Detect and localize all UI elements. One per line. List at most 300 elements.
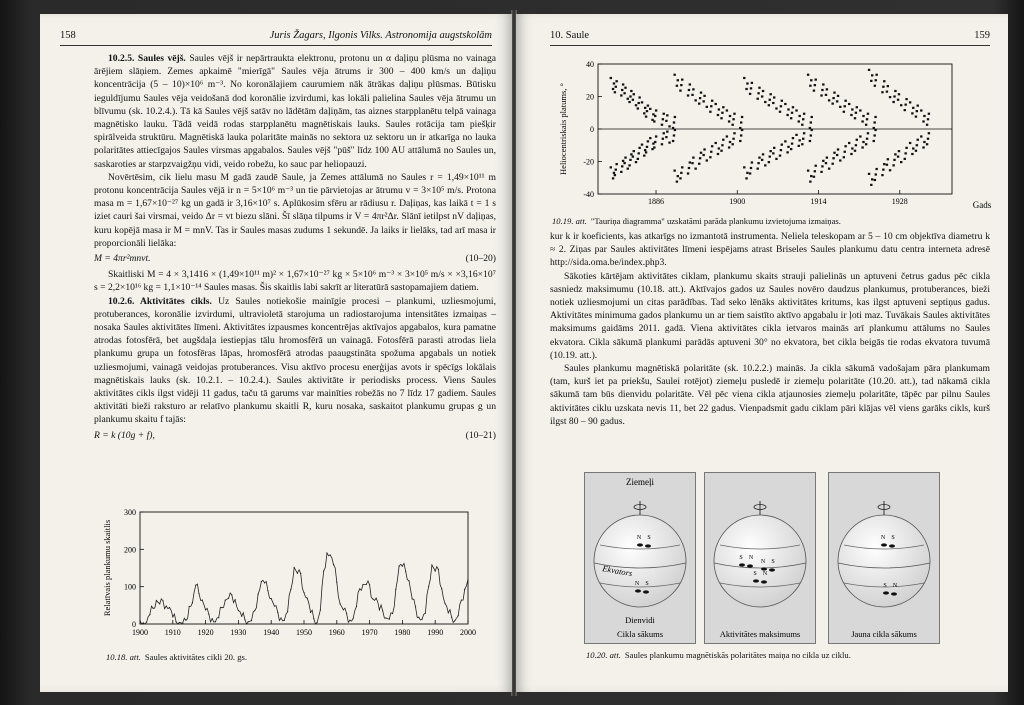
sunspot-data-point [159,603,160,604]
spot-mark [662,138,664,140]
spot-mark [680,84,682,86]
polarity-label: S [645,581,649,587]
spot-mark [917,139,919,141]
right-running-header [550,30,990,41]
spot-mark [882,86,884,88]
sunspot-data-point [303,592,304,593]
spot-mark [911,112,913,114]
spot-mark [828,168,830,170]
sunspot-data-point [320,609,321,610]
sunspot-data-point [139,620,140,621]
x-tick-label: 1920 [197,628,214,637]
spot-mark [768,104,770,106]
polarity-label: S [891,535,895,541]
sunspot-data-point [166,605,167,606]
x-tick-label: 1914 [810,197,827,206]
spot-mark [709,156,711,158]
sunspot-data-point [221,607,222,608]
spot-mark [668,142,670,144]
sunspot-data-point [185,620,186,621]
spot-mark [810,121,812,123]
spot-mark [674,116,676,118]
spot-mark [623,162,625,164]
spot-mark [622,83,624,85]
sunspot-data-point [182,623,183,624]
spot-mark [772,102,774,104]
spot-mark [874,85,876,87]
spot-mark [628,101,630,103]
spot-mark [898,150,900,152]
spot-mark [638,102,640,104]
spot-mark [703,148,705,150]
sunspot-data-point [290,589,291,590]
sunspot-data-point [254,610,255,611]
sunspot-data-point [392,613,393,614]
spot-mark [610,166,612,168]
spot-mark [612,88,614,90]
sunspot-following [761,580,767,583]
sunspot-data-point [379,609,380,610]
spot-mark [655,135,657,137]
right-body-text [550,230,990,428]
sunspot-data-point [313,618,314,619]
polarity-label: S [883,583,887,589]
spot-mark [792,106,794,108]
spot-mark [862,141,864,143]
spot-mark [746,82,748,84]
polarity-paragraph: Saules plankumu magnētiskā polaritāte (sk. 10.2.2.) mainās. Ja cikla sākumā vadošajam pāra plankumam (tam, kurš iet pa priekšu, Saulei rotējot) ziemeļu pusledē ir ziemeļu polaritāte (10.20. att.), tad nākamā cikla sākumā tam būs dienvidu polaritāte. Vēl pēc viena cikla atjaunosies ziemeļu polaritāte, tāpēc par pilnu Saules aktivitātes ciklu uzskata nevis 11, bet 22 gadus. Vienpadsmit gadu ciklam pāri klājas vēl viens garāks cikls, kurš ilgst 80 – 90 gadus. [550,363,990,427]
spot-mark [859,135,861,137]
equation-number: (10–21) [465,429,496,441]
spot-mark [745,88,747,90]
sunspot-data-point [421,619,422,620]
spot-mark [815,79,817,81]
spot-mark [624,157,626,159]
sunspot-data-point [153,608,154,609]
spot-mark [699,97,701,99]
spot-mark [613,172,615,174]
spot-mark [743,77,745,79]
spot-mark [850,153,852,155]
spot-mark [886,91,888,93]
section-title-activity-cycle: 10.2.6. Aktivitātes cikls. [108,295,212,307]
north-label: Ziemeļi [626,477,654,487]
spot-mark [874,179,876,181]
spot-mark [928,132,930,134]
spot-mark [822,83,824,85]
spot-mark [856,139,858,141]
spot-mark [673,134,675,136]
spot-mark [649,108,651,110]
spot-mark [810,175,812,177]
spot-mark [654,115,656,117]
sun-panel [584,472,696,644]
sunspot-data-point [149,614,150,615]
spot-mark [628,164,630,166]
spot-mark [798,145,800,147]
spot-mark [870,80,872,82]
spot-mark [665,136,667,138]
sunspot-data-point [228,598,229,599]
y-tick-label: 300 [124,508,136,517]
sunspot-data-point [274,605,275,606]
spot-mark [749,93,751,95]
spot-mark [810,79,812,81]
spot-mark [844,151,846,153]
right-page [516,14,1008,692]
spot-mark [668,125,670,127]
spot-mark [790,117,792,119]
spot-mark [637,107,639,109]
spot-mark [781,100,783,102]
spot-mark [874,116,876,118]
spot-mark [905,147,907,149]
spot-mark [831,103,833,105]
spot-mark [905,98,907,100]
spot-mark [662,118,664,120]
spot-mark [811,116,813,118]
spot-mark [809,181,811,183]
spot-mark [904,104,906,106]
right-header-title: 10. Saule [550,30,590,41]
sun-panel-drawing [585,473,695,643]
spot-mark [756,98,758,100]
sunspot-data-point [346,613,347,614]
spot-mark [646,146,648,148]
sunspot-data-point [389,619,390,620]
spot-mark [887,158,889,160]
spot-mark [854,117,856,119]
spot-mark [867,132,869,134]
spot-mark [792,137,794,139]
spot-mark [661,124,663,126]
spot-mark [927,118,929,120]
sunspot-data-point [458,615,459,616]
spot-mark [757,162,759,164]
equator-label: Ekvators [601,563,634,579]
spot-mark [900,161,902,163]
spot-mark [769,93,771,95]
sunspot-leading [753,579,759,582]
spot-mark [889,169,891,171]
spot-mark [904,109,906,111]
spot-mark [859,109,861,111]
spot-mark [820,171,822,173]
sunspot-data-point [271,598,272,599]
spot-mark [663,113,665,115]
x-tick-label: 1950 [296,628,312,637]
spot-mark [691,162,693,164]
spot-mark [666,131,668,133]
spot-mark [746,172,748,174]
spot-mark [883,80,885,82]
sunspot-data-point [208,614,209,615]
sunspot-data-point [307,598,308,599]
spot-mark [643,112,645,114]
sunspot-data-point [231,594,232,595]
spot-mark [726,109,728,111]
y-tick-label: 20 [586,92,594,102]
left-page [40,14,512,692]
sunspot-data-point [435,570,436,571]
sunspot-following [889,544,895,547]
spot-mark [874,129,876,131]
spot-mark [661,143,663,145]
figure-label: 10.18. att. [106,652,141,662]
sunspot-data-point [198,593,199,594]
sunspot-series-line [140,553,468,624]
sunspot-following [643,590,649,593]
spot-mark [647,140,649,142]
spot-mark [615,86,617,88]
sunspot-data-point [343,609,344,610]
spot-mark [825,94,827,96]
spot-mark [691,94,693,96]
sunspot-data-point [205,609,206,610]
spot-mark [833,152,835,154]
sun-panel-drawing [829,473,939,643]
spot-mark [749,172,751,174]
sunspot-data-point [405,571,406,572]
spot-mark [807,170,809,172]
figure-label: 10.19. att. [552,216,587,226]
spot-mark [666,114,668,116]
spot-mark [649,137,651,139]
spot-mark [624,87,626,89]
spot-mark [920,109,922,111]
sunspot-data-point [326,552,327,553]
spot-mark [680,172,682,174]
equation-text: R = k (10g + f), [94,429,155,441]
sunspot-data-point [402,566,403,567]
spot-mark [739,127,741,129]
spot-mark [692,157,694,159]
x-tick-label: 1886 [648,197,665,206]
spot-mark [911,153,913,155]
panel-label: Aktivitātes maksimums [719,629,801,639]
spot-mark [881,174,883,176]
spot-mark [897,99,899,101]
spot-mark [784,103,786,105]
x-tick-label: 1970 [361,628,378,637]
spot-mark [809,127,811,129]
spot-mark [926,143,928,145]
spot-mark [610,77,612,79]
sunspot-data-point [467,579,468,580]
spot-mark [615,169,617,171]
spot-mark [729,141,731,143]
spot-mark [837,95,839,97]
spot-mark [764,101,766,103]
spot-mark [904,158,906,160]
spot-mark [638,152,640,154]
spot-mark [676,181,678,183]
spot-mark [843,111,845,113]
x-tick-label: 1910 [164,628,181,637]
sunspot-data-point [189,606,190,607]
spot-mark [822,160,824,162]
sunspot-data-point [251,620,252,621]
spot-mark [803,132,805,134]
spot-mark [873,140,875,142]
spot-mark [726,135,728,137]
spot-mark [676,85,678,87]
spot-mark [894,90,896,92]
spot-mark [638,96,640,98]
spot-mark [820,94,822,96]
sunspot-data-point [294,567,295,568]
sunspot-data-point [441,588,442,589]
spot-mark [832,157,834,159]
y-tick-label: 200 [124,545,136,555]
x-axis-title: Gads [972,200,992,210]
spot-mark [681,79,683,81]
spot-mark [750,87,752,89]
spot-mark [706,106,708,108]
sunspot-data-point [323,570,324,571]
spot-mark [923,115,925,117]
sunspot-leading [637,543,643,546]
spot-mark [875,79,877,81]
spot-mark [614,91,616,93]
spot-mark [773,147,775,149]
spot-mark [861,146,863,148]
spot-mark [894,153,896,155]
sunspot-data-point [454,620,455,621]
spot-mark [889,96,891,98]
spot-mark [873,127,875,129]
sunspot-cycle-chart [88,502,492,652]
spot-mark [897,156,899,158]
spot-mark [923,141,925,143]
spot-mark [722,139,724,141]
spot-mark [644,107,646,109]
spot-mark [645,116,647,118]
figure-caption-text: "Tauriņa diagramma" uzskatāmi parāda plankumu izvietojuma izmaiņas. [590,216,841,226]
spot-mark [815,165,817,167]
sunspot-data-point [349,620,350,621]
spot-mark [762,90,764,92]
sunspot-data-point [385,617,386,618]
spot-mark [761,95,763,97]
spot-mark [630,153,632,155]
spot-mark [635,161,637,163]
spot-mark [775,158,777,160]
spot-mark [741,129,743,131]
sunspot-data-point [408,580,409,581]
sunspot-data-point [310,612,311,613]
spot-mark [848,142,850,144]
sunspot-leading [881,543,887,546]
spot-mark [679,177,681,179]
spot-mark [758,87,760,89]
sunspot-data-point [241,616,242,617]
spot-mark [865,124,867,126]
spot-mark [882,169,884,171]
section-title-solar-wind: 10.2.5. Saules vējš. [108,53,186,64]
spot-mark [881,91,883,93]
sunspot-data-point [257,594,258,595]
spot-mark [798,120,800,122]
figure-caption-text: Saules aktivitātes cikli 20. gs. [144,652,248,662]
spot-mark [706,159,708,161]
spot-mark [731,143,733,145]
sunspot-data-point [418,617,419,618]
spot-mark [839,106,841,108]
x-tick-label: 1990 [427,628,444,637]
spot-mark [733,113,735,115]
sun-panel [704,472,816,644]
spot-mark [893,95,895,97]
spot-mark [655,109,657,111]
left-body-text [94,52,496,445]
spot-mark [728,146,730,148]
spot-mark [646,110,648,112]
spot-mark [928,113,930,115]
figure-caption-text: Saules plankumu magnētiskās polaritātes maiņa no cikla uz ciklu. [624,650,851,660]
spot-mark [699,157,701,159]
spot-mark [843,156,845,158]
y-tick-label: -20 [583,157,594,167]
spot-mark [909,142,911,144]
spot-mark [653,146,655,148]
spot-mark [779,111,781,113]
spot-mark [635,104,637,106]
spot-mark [833,92,835,94]
spot-mark [855,144,857,146]
spot-mark [915,150,917,152]
sunspot-following [645,544,651,547]
spot-mark [663,132,665,134]
spot-mark [633,93,635,95]
spot-mark [629,95,631,97]
sunspot-data-point [225,600,226,601]
spot-mark [718,147,720,149]
sunspot-data-point [146,622,147,623]
spot-mark [720,150,722,152]
spot-mark [912,107,914,109]
equation-10-21 [94,429,496,442]
spot-mark [795,134,797,136]
spot-mark [677,79,679,81]
spot-mark [886,164,888,166]
sun-sphere [594,515,686,607]
solar-wind-paragraph: Saules vējš ir nepārtraukta elektronu, protonu un α daļiņu plūsma no vainaga ārējiem slāņiem. Zemes apkaimē "mierīgā" Saules vēja ātrums ir 300 – 400 km/s un daļiņu koncentrācija (5 – 10)×10⁶ m⁻³. No koronālajiem caurumiem nāk ātrākas daļiņu plūsmas. Būtisku ieguldījumu Saules vēja veidošanā dod koronālie izvirdumi, kas lokāli palielina Saules vēja ātrumu un blīvumu (sk. 10.2.4.). Tā kā Saules vējš satāv no lādētām daļiņām, tas aiznes starpplanētu telpā vainaga magnētisko lauku. Tādā veidā rodas starpplanētu magnētiskais lauks. Saules rotācija tam piešķir spirālveida struktūru. Magnētiskā lauka polaritāte mainās no sektora uz sektoru un ir atkarīga no lauka polaritātes attiecīgajos Saules virsmas apgabalos. Saules vējš "pūš" līdz 100 AU attālumā no Saules un, saskaroties ar starpzvaigžņu vidi, veido robežu, ko sauc par heliopauzi. [94,53,497,170]
panel-label: Jauna cikla sākums [851,629,917,639]
spot-mark [898,93,900,95]
spot-mark [674,129,676,131]
spot-mark [711,145,713,147]
spot-mark [758,157,760,159]
spot-mark [868,69,870,71]
spot-mark [865,143,867,145]
spot-mark [780,105,782,107]
sunspot-data-point [169,607,170,608]
spot-mark [761,159,763,161]
spot-mark [677,175,679,177]
spot-mark [627,98,629,100]
spot-mark [729,115,731,117]
sunspot-data-point [287,611,288,612]
sunspot-data-point [425,613,426,614]
spot-mark [622,160,624,162]
spot-mark [772,152,774,154]
panel-label: Cikla sākums [616,629,664,639]
spot-mark [844,100,846,102]
spot-mark [711,100,713,102]
spot-mark [807,74,809,76]
spot-mark [613,82,615,84]
